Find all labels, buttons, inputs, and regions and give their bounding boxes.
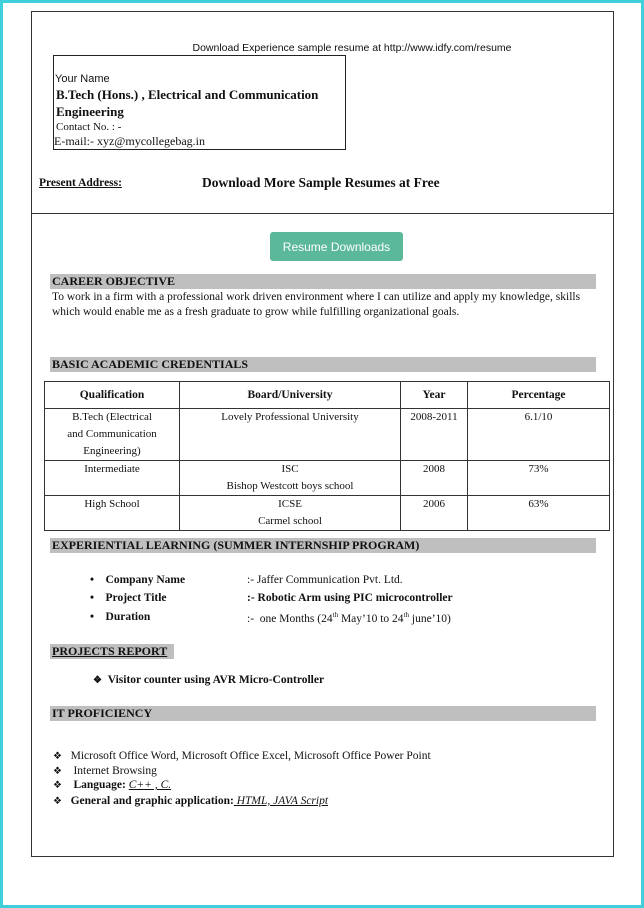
cell-qualification: B.Tech (Electrical and Communication Engineering) (45, 409, 180, 461)
career-objective-text: To work in a firm with a professional work driven environment where I can utilize and apply my knowledge, skills which would enable me as a fresh graduate to grow while fulfilling organizational goals. (52, 291, 581, 318)
project-item: ❖ Visitor counter using AVR Micro-Controller (93, 674, 325, 686)
diamond-bullet-icon: ❖ (53, 780, 62, 791)
email: E-mail:- xyz@mycollegebag.in (54, 134, 206, 148)
cell-percentage: 63% (468, 496, 610, 531)
projects-heading: PROJECTS REPORT (50, 644, 174, 659)
it-item-applications: ❖ General and graphic application: HTML, JAVA Script (53, 795, 329, 807)
cell-percentage: 6.1/10 (468, 409, 610, 461)
cell-board: ICSE Carmel school (180, 496, 401, 531)
cell-qualification: High School (45, 496, 180, 531)
top-download-note: Download Experience sample resume at http://www.idfy.com/resume (192, 42, 512, 54)
cell-board: Lovely Professional University (180, 409, 401, 461)
resume-downloads-button[interactable]: Resume Downloads (270, 232, 403, 261)
table-row (45, 409, 610, 461)
col-year: Year (401, 382, 468, 409)
cell-percentage: 73% (468, 461, 610, 496)
table-row (45, 496, 610, 531)
career-objective-heading: CAREER OBJECTIVE (50, 274, 596, 289)
contact-number: Contact No. : - (56, 121, 122, 133)
diamond-bullet-icon: ❖ (93, 675, 102, 686)
diamond-bullet-icon: ❖ (53, 751, 62, 762)
project-title-value: :- Robotic Arm using PIC microcontroller (247, 592, 453, 604)
header-divider (31, 213, 614, 214)
bullet-duration: • Duration (90, 611, 151, 623)
col-qualification: Qualification (45, 382, 180, 409)
it-item-office: ❖ Microsoft Office Word, Microsoft Office Excel, Microsoft Office Power Point (53, 750, 431, 762)
it-proficiency-heading: IT PROFICIENCY (50, 706, 596, 721)
col-percentage: Percentage (468, 382, 610, 409)
bullet-company: • Company Name (90, 574, 186, 586)
degree-line-2: Engineering (56, 104, 124, 119)
table-header-row (45, 382, 610, 409)
cell-year: 2006 (401, 496, 468, 531)
table-row (45, 461, 610, 496)
col-board: Board/University (180, 382, 401, 409)
cell-year: 2008-2011 (401, 409, 468, 461)
diamond-bullet-icon: ❖ (53, 796, 62, 807)
your-name: Your Name (55, 73, 110, 85)
cell-qualification: Intermediate (45, 461, 180, 496)
duration-value: :- one Months (24th May’10 to 24th june’10) (247, 611, 451, 625)
present-address-label: Present Address: (39, 177, 122, 189)
bullet-project-title: • Project Title (90, 592, 167, 604)
degree-line-1: B.Tech (Hons.) , Electrical and Communication (56, 87, 319, 102)
it-item-browsing: ❖ Internet Browsing (53, 765, 157, 777)
internship-heading: EXPERIENTIAL LEARNING (SUMMER INTERNSHIP PROGRAM) (50, 538, 596, 553)
cell-board: ISC Bishop Westcott boys school (180, 461, 401, 496)
download-more-heading: Download More Sample Resumes at Free (202, 175, 440, 190)
academic-table (44, 381, 610, 531)
it-item-language: ❖ Language: C++ , C. (53, 779, 172, 791)
cell-year: 2008 (401, 461, 468, 496)
company-value: :- Jaffer Communication Pvt. Ltd. (247, 574, 403, 586)
academic-heading: BASIC ACADEMIC CREDENTIALS (50, 357, 596, 372)
diamond-bullet-icon: ❖ (53, 766, 62, 777)
